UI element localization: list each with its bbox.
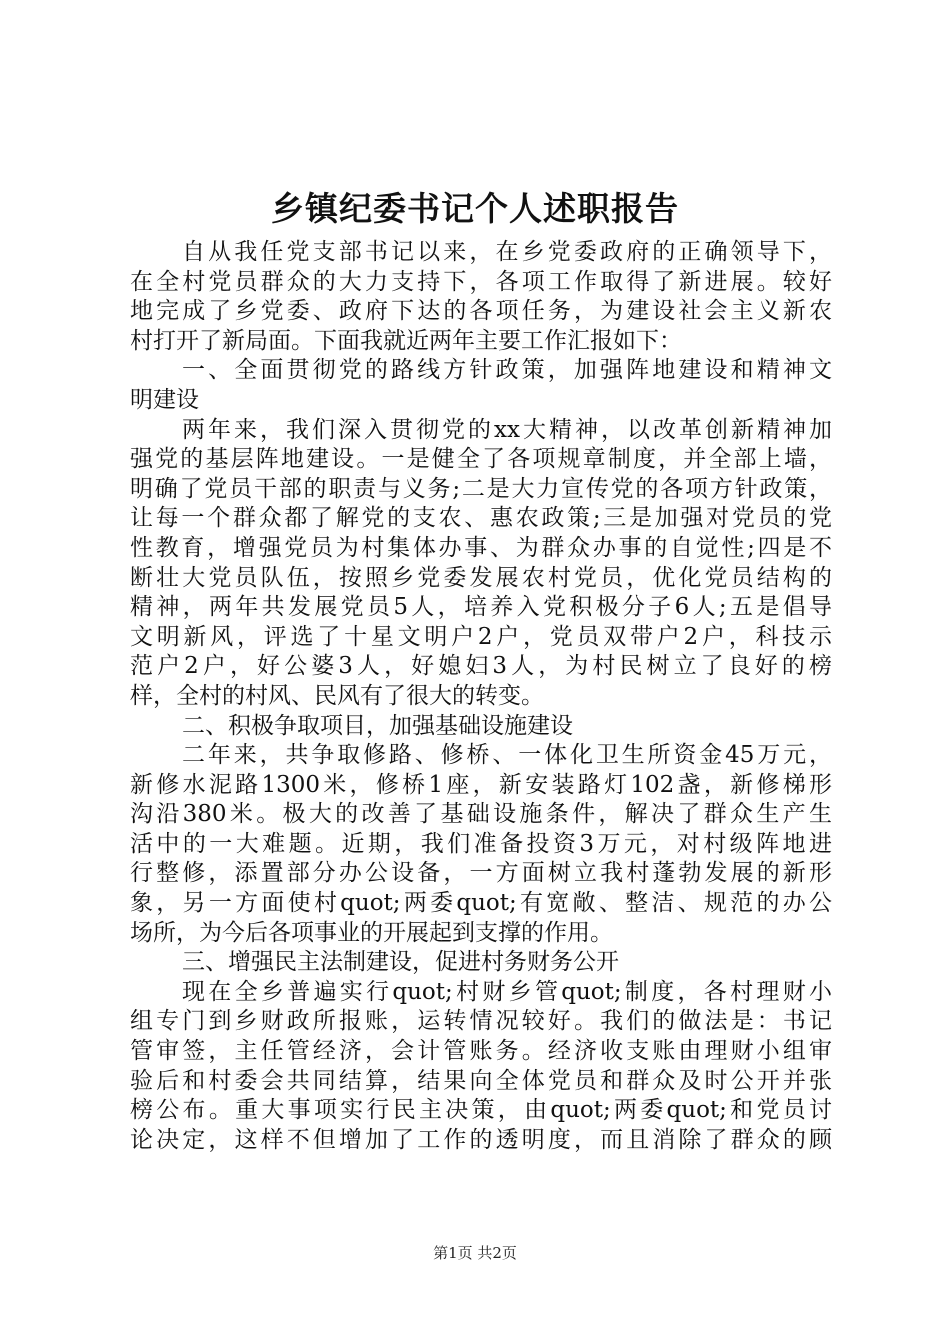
text-line: 村打开了新局面。下面我就近两年主要工作汇报如下： [130, 327, 682, 354]
text-line: 三、增强民主法制建设，促进村务财务公开 [182, 949, 619, 976]
document-title: 乡镇纪委书记个人述职报告 [271, 189, 679, 228]
text-line: 范户2户，好公婆3人，好媳妇3人，为村民树立了良好的榜 [130, 653, 832, 680]
text-line: 精神，两年共发展党员5人，培养入党积极分子6人;五是倡导 [130, 594, 832, 621]
text-line: 样，全村的村风、民风有了很大的转变。 [130, 682, 544, 709]
text-line: 管审签，主任管经济，会计管账务。经济收支账由理财小组审 [130, 1038, 832, 1065]
text-line: 断壮大党员队伍，按照乡党委发展农村党员，优化党员结构的 [130, 564, 832, 591]
text-line: 行整修，添置部分办公设备，一方面树立我村蓬勃发展的新形 [130, 860, 832, 887]
text-line: 二、积极争取项目，加强基础设施建设 [182, 712, 573, 739]
text-line: 现在全乡普遍实行quot;村财乡管quot;制度，各村理财小 [182, 978, 832, 1005]
page-footer: 第1页 共2页 [433, 1244, 517, 1262]
text-line: 二年来，共争取修路、修桥、一体化卫生所资金45万元， [182, 742, 832, 769]
text-line: 活中的一大难题。近期，我们准备投资3万元，对村级阵地进 [130, 830, 832, 857]
text-line: 明确了党员干部的职责与义务;二是大力宣传党的各项方针政策， [130, 475, 832, 502]
text-line: 性教育，增强党员为村集体办事、为群众办事的自觉性;四是不 [130, 534, 832, 561]
text-line: 地完成了乡党委、政府下达的各项任务，为建设社会主义新农 [130, 298, 832, 325]
document-body [130, 238, 832, 1155]
text-line: 榜公布。重大事项实行民主决策，由quot;两委quot;和党员讨 [130, 1097, 832, 1124]
text-line: 沟沿380米。极大的改善了基础设施条件，解决了群众生产生 [130, 801, 832, 828]
text-line: 文明新风，评选了十星文明户2户，党员双带户2户，科技示 [130, 623, 832, 650]
text-line: 论决定，这样不但增加了工作的透明度，而且消除了群众的顾 [130, 1126, 832, 1153]
text-line: 一、全面贯彻党的路线方针政策，加强阵地建设和精神文 [182, 357, 832, 384]
text-line: 在全村党员群众的大力支持下，各项工作取得了新进展。较好 [130, 268, 832, 295]
text-line: 验后和村委会共同结算，结果向全体党员和群众及时公开并张 [130, 1067, 832, 1094]
text-line: 明建设 [130, 386, 199, 413]
text-line: 场所，为今后各项事业的开展起到支撑的作用。 [130, 919, 613, 946]
text-line: 强党的基层阵地建设。一是健全了各项规章制度，并全部上墙， [130, 446, 832, 473]
text-line: 让每一个群众都了解党的支农、惠农政策;三是加强对党员的党 [130, 505, 832, 532]
text-line: 两年来，我们深入贯彻党的xx大精神，以改革创新精神加 [182, 416, 832, 443]
text-line: 象，另一方面使村quot;两委quot;有宽敞、整洁、规范的办公 [130, 890, 832, 917]
text-line: 自从我任党支部书记以来，在乡党委政府的正确领导下， [182, 239, 832, 265]
text-line: 新修水泥路1300米，修桥1座，新安装路灯102盏，新修梯形 [130, 771, 832, 798]
text-line: 组专门到乡财政所报账，运转情况较好。我们的做法是：书记 [130, 1008, 832, 1035]
